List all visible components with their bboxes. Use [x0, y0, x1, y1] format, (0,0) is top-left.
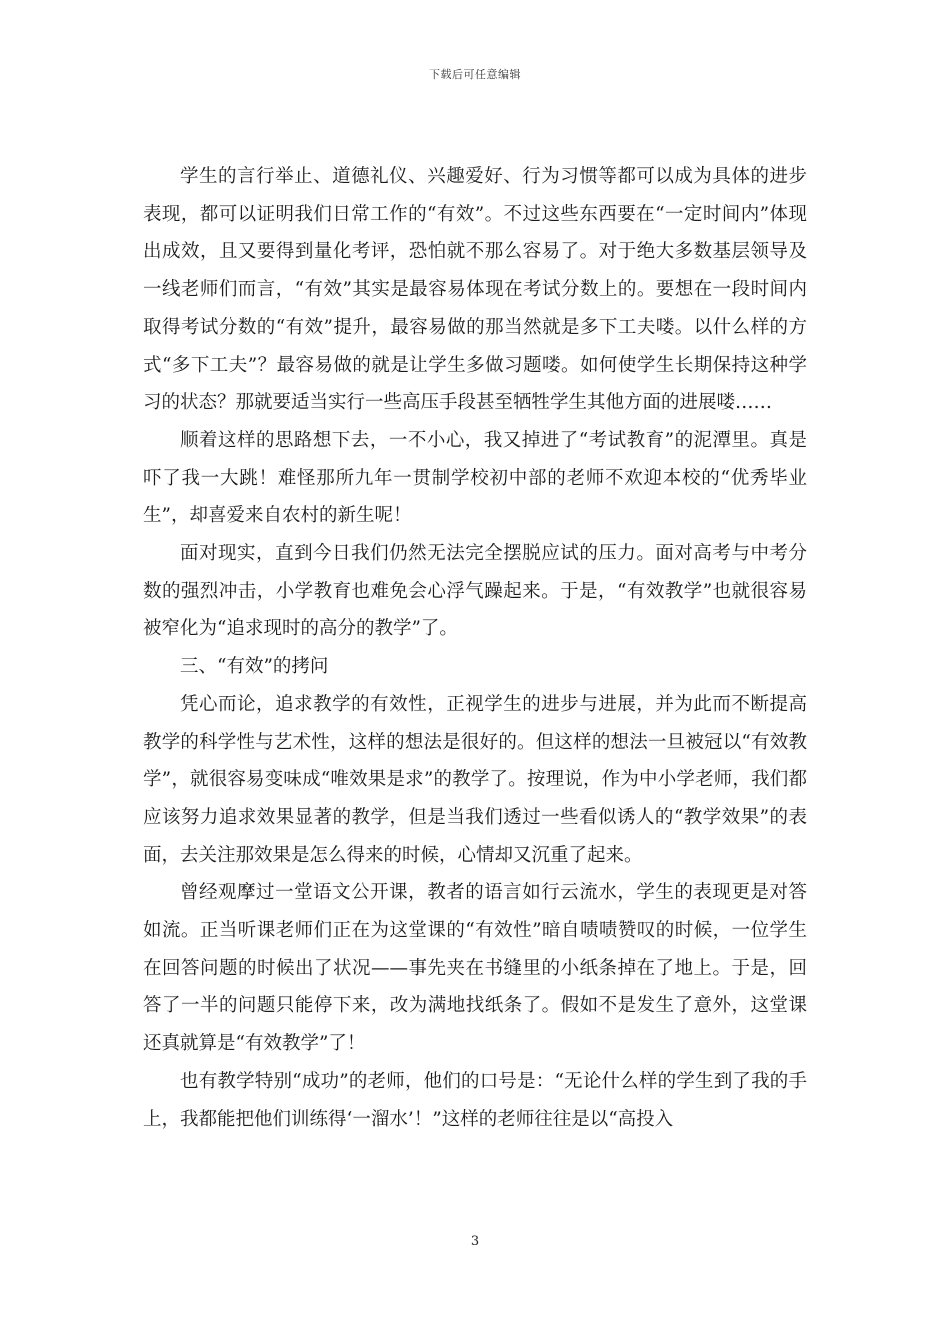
paragraph: 顺着这样的思路想下去，一不小心，我又掉进了“考试教育”的泥潭里。真是吓了我一大跳！难怪那所九年一贯制学校初中部的老师不欢迎本校的“优秀毕业生”，却喜爱来自农村的新生呢！: [143, 429, 807, 527]
running-header: 下载后可任意编辑: [429, 68, 521, 81]
paragraph: 学生的言行举止、道德礼仪、兴趣爱好、行为习惯等都可以成为具体的进步表现，都可以证明我们日常工作的“有效”。不过这些东西要在“一定时间内”体现出成效，且又要得到量化考评，恐怕就不那么容易了。对于绝大多数基层领导及一线老师们而言，“有效”其实是最容易体现在考试分数上的。要想在一段时间内取得考试分数的“有效”提升，最容易做的那当然就是多下工夫喽。以什么样的方式“多下工夫”？最容易做的就是让学生多做习题喽。如何使学生长期保持这种学习的状态？那就要适当实行一些高压手段甚至牺牲学生其他方面的进展喽……: [143, 166, 807, 414]
paragraph: 也有教学特别“成功”的老师，他们的口号是：“无论什么样的学生到了我的手上，我都能把他们训练得‘一溜水’！”这样的老师往往是以“高投入: [143, 1070, 807, 1130]
body-text: [143, 158, 807, 1138]
page-number: 3: [470, 1234, 480, 1249]
paragraph: 凭心而论，追求教学的有效性，正视学生的进步与进展，并为此而不断提高教学的科学性与艺术性，这样的想法是很好的。但这样的想法一旦被冠以“有效教学”，就很容易变味成“唯效果是求”的教学了。按理说，作为中小学老师，我们都应该努力追求效果显著的教学，但是当我们透过一些看似诱人的“教学效果”的表面，去关注那效果是怎么得来的时候，心情却又沉重了起来。: [143, 693, 807, 866]
paragraph: 曾经观摩过一堂语文公开课，教者的语言如行云流水，学生的表现更是对答如流。正当听课老师们正在为这堂课的“有效性”暗自啧啧赞叹的时候，一位学生在回答问题的时候出了状况——事先夹在书缝里的小纸条掉在了地上。于是，回答了一半的问题只能停下来，改为满地找纸条了。假如不是发生了意外，这堂课还真就算是“有效教学”了！: [143, 882, 807, 1055]
paragraph: 面对现实，直到今日我们仍然无法完全摆脱应试的压力。面对高考与中考分数的强烈冲击，小学教育也难免会心浮气躁起来。于是，“有效教学”也就很容易被窄化为“追求现时的高分的教学”了。: [143, 543, 807, 640]
section-heading: 三、“有效”的拷问: [180, 656, 329, 678]
